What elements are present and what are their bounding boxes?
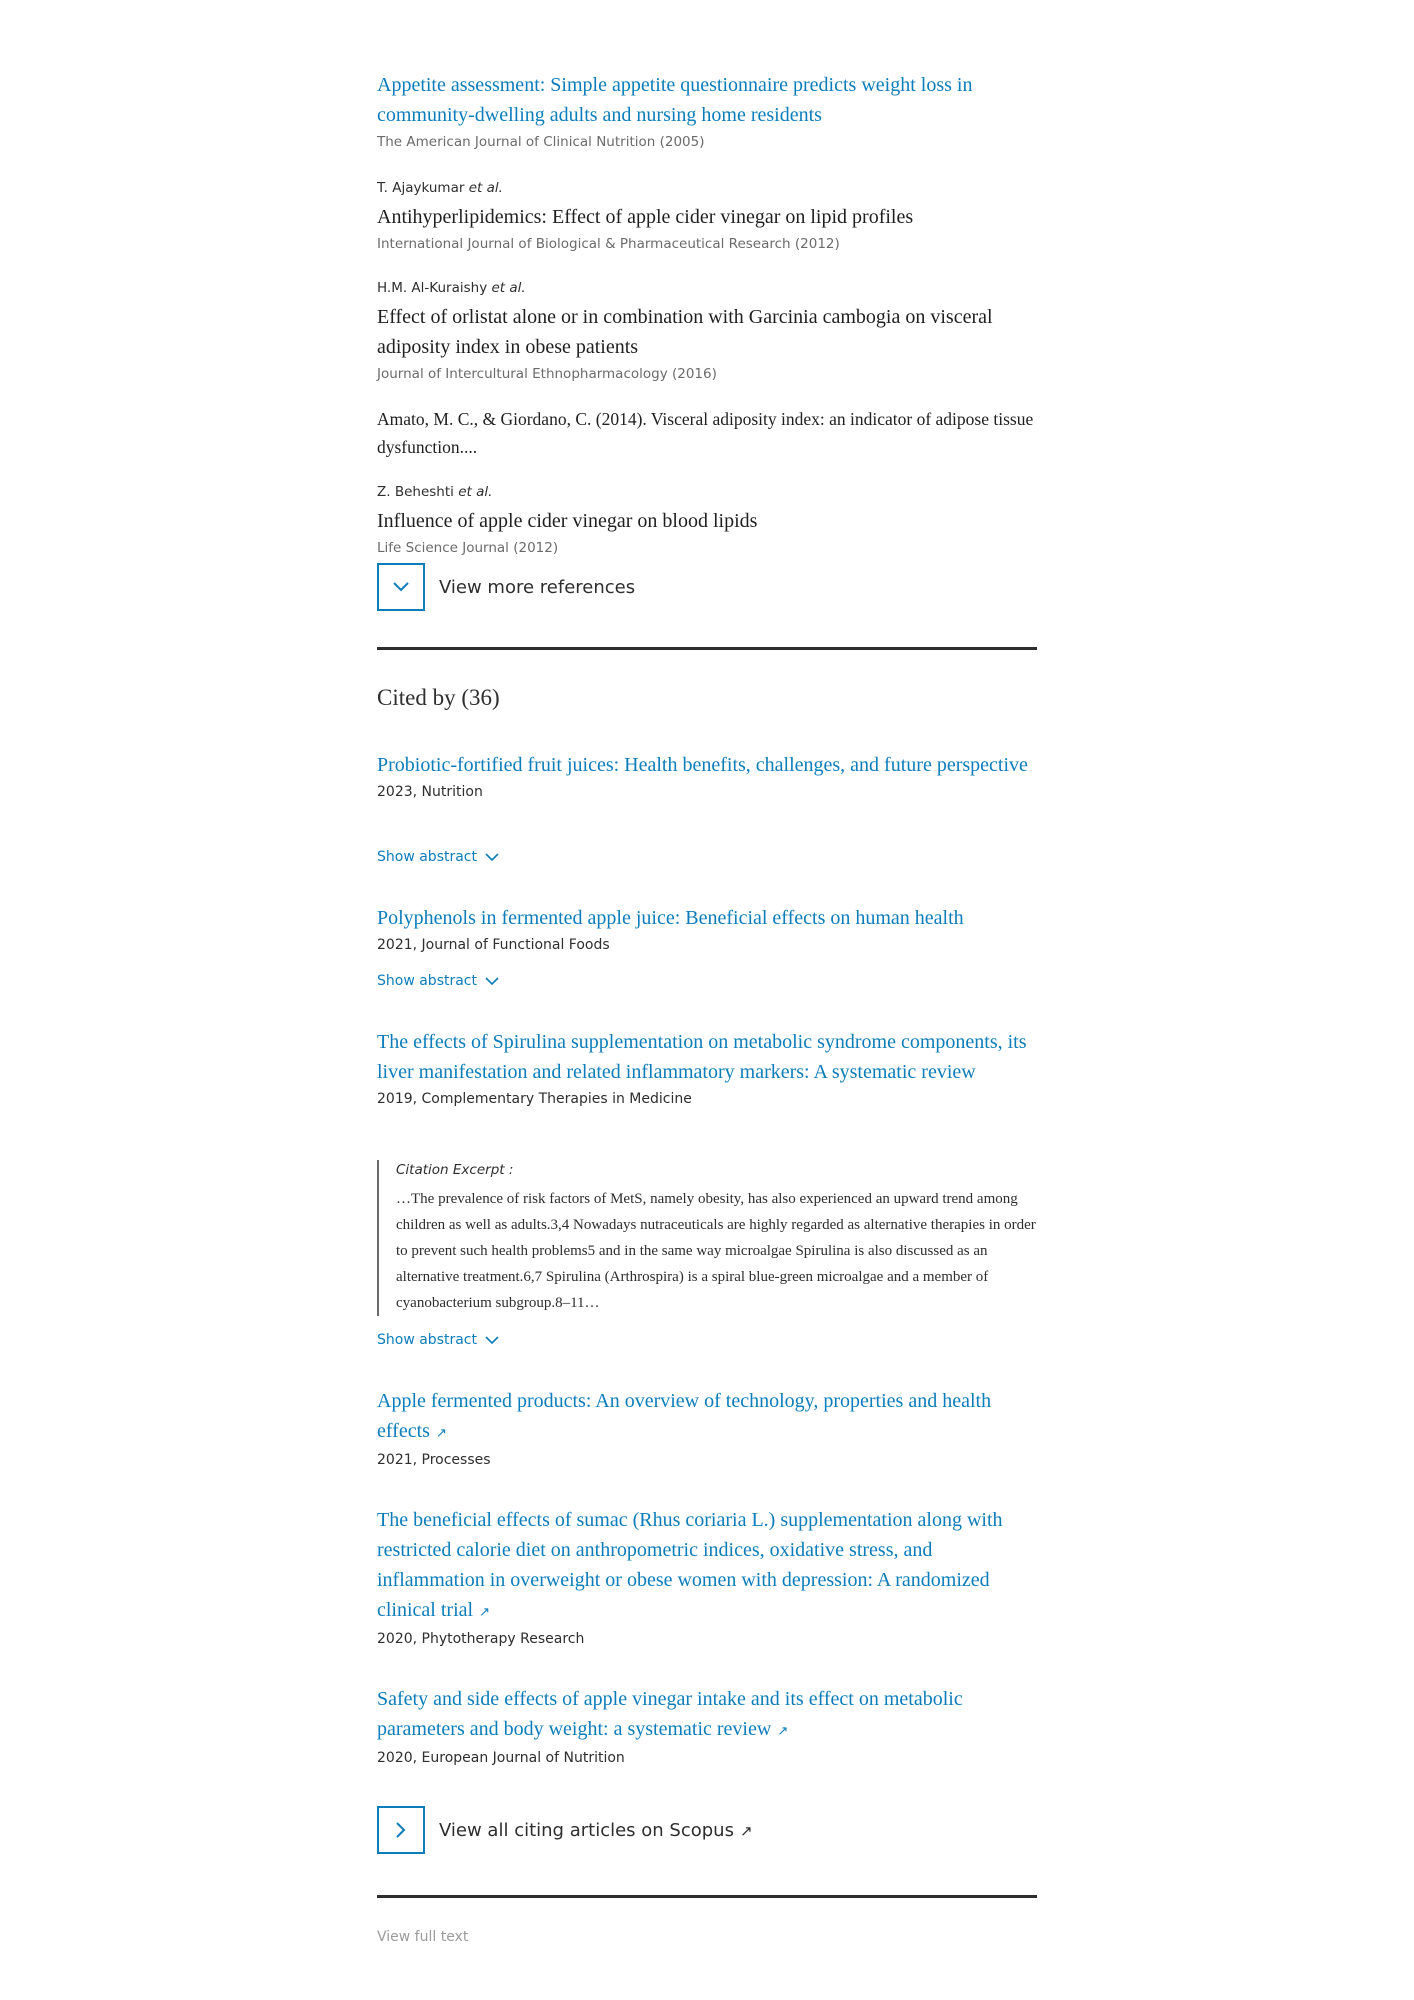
et-al: et al.: [491, 280, 526, 296]
chevron-down-icon: [485, 853, 499, 862]
reference-author: [377, 278, 1037, 298]
citing-article-title: Apple fermented products: An overview of technology, properties and health effects: [377, 1390, 992, 1442]
citing-article-title: The beneficial effects of sumac (Rhus coriaria L.) supplementation along with restricted calorie diet on anthropometric indices, oxidative stress, and inflammation in overweight or obese women with depression: A randomized clinical trial: [377, 1509, 1003, 1621]
external-link-icon: ↗: [479, 1604, 490, 1619]
citing-article-meta: 2020, Phytotherapy Research: [377, 1631, 585, 1647]
chevron-down-icon: [485, 1336, 499, 1345]
chevron-down-icon: [377, 563, 425, 611]
view-more-references-label: View more references: [439, 576, 636, 598]
view-full-text-link[interactable]: View full text: [377, 1929, 469, 1945]
external-link-icon: ↗: [739, 1821, 753, 1840]
show-abstract-label: Show abstract: [377, 849, 477, 865]
citing-article-meta: 2019, Complementary Therapies in Medicine: [377, 1091, 692, 1107]
view-more-references-button[interactable]: [377, 563, 635, 611]
citing-article: [377, 750, 1037, 802]
section-divider: [377, 1895, 1037, 1898]
citation-excerpt: [377, 1160, 1037, 1316]
author-name: H.M. Al-Kuraishy: [377, 280, 488, 296]
reference-source: The American Journal of Clinical Nutrition (2005): [377, 134, 705, 150]
show-abstract-label: Show abstract: [377, 973, 477, 989]
citation-excerpt-text: …The prevalence of risk factors of MetS, namely obesity, has also experienced an upward trend among children as well as adults.3,4 Nowadays nutraceuticals are highly regarded as alternative therapies in order to prevent such health problems5 and in the same way microalgae Spirulina is also discussed as an alternative treatment.6,7 Spirulina (Arthrospira) is a spiral blue-green microalgae and a member of cyanobacterium subgroup.8–11…: [396, 1191, 1036, 1311]
citation-excerpt-label: Citation Excerpt :: [396, 1162, 514, 1178]
show-abstract-toggle[interactable]: [377, 973, 499, 989]
external-link-icon: ↗: [435, 1425, 447, 1440]
citing-article: [377, 1386, 1037, 1470]
view-all-citing-articles-label: [439, 1820, 753, 1841]
citing-article-title-link[interactable]: The effects of Spirulina supplementation on metabolic syndrome components, its liver manifestation and related inflammatory markers: A systematic review: [377, 1031, 1027, 1083]
reference-item: [377, 178, 1037, 254]
view-all-citing-articles-text: View all citing articles on Scopus: [439, 1819, 734, 1841]
citing-article-title-link[interactable]: [377, 1390, 991, 1442]
section-divider: [377, 647, 1037, 650]
citing-article-title-link[interactable]: Probiotic-fortified fruit juices: Health benefits, challenges, and future perspective: [377, 754, 1028, 776]
citing-article-meta: 2021, Journal of Functional Foods: [377, 937, 610, 953]
citing-article-meta: 2021, Processes: [377, 1452, 491, 1468]
author-name: Z. Beheshti: [377, 484, 454, 500]
reference-item: [377, 405, 1037, 461]
reference-item: [377, 70, 1037, 152]
reference-title: Influence of apple cider vinegar on blood lipids: [377, 510, 758, 532]
author-name: T. Ajaykumar: [377, 180, 465, 196]
citing-article-meta: 2020, European Journal of Nutrition: [377, 1750, 625, 1766]
reference-item: [377, 278, 1037, 384]
reference-title: Antihyperlipidemics: Effect of apple cider vinegar on lipid profiles: [377, 206, 914, 228]
citing-article: [377, 1027, 1037, 1109]
et-al: et al.: [468, 180, 503, 196]
reference-source: International Journal of Biological & Pharmaceutical Research (2012): [377, 236, 840, 252]
citing-article-title-link[interactable]: Polyphenols in fermented apple juice: Beneficial effects on human health: [377, 907, 964, 929]
citing-article: [377, 1684, 1037, 1768]
citing-article-meta: 2023, Nutrition: [377, 784, 483, 800]
citing-article: [377, 1505, 1037, 1649]
reference-title: Effect of orlistat alone or in combination with Garcinia cambogia on visceral adiposity index in obese patients: [377, 306, 993, 358]
chevron-right-icon: [377, 1806, 425, 1854]
cited-by-heading: Cited by (36): [377, 685, 500, 710]
show-abstract-toggle[interactable]: [377, 1332, 499, 1348]
view-all-citing-articles-button[interactable]: [377, 1806, 753, 1854]
citing-article: [377, 903, 1037, 955]
reference-source: Life Science Journal (2012): [377, 540, 559, 556]
reference-plain-text: Amato, M. C., & Giordano, C. (2014). Visceral adiposity index: an indicator of adipose tissue dysfunction....: [377, 409, 1034, 457]
show-abstract-toggle[interactable]: [377, 849, 499, 865]
show-abstract-label: Show abstract: [377, 1332, 477, 1348]
reference-author: [377, 482, 1037, 502]
citing-article-title: Safety and side effects of apple vinegar intake and its effect on metabolic parameters and body weight: a systematic review: [377, 1688, 963, 1740]
external-link-icon: ↗: [777, 1723, 789, 1738]
citing-article-title-link[interactable]: [377, 1509, 1003, 1621]
reference-author: [377, 178, 1037, 198]
reference-source: Journal of Intercultural Ethnopharmacology (2016): [377, 366, 717, 382]
reference-title-link[interactable]: Appetite assessment: Simple appetite questionnaire predicts weight loss in community-dwelling adults and nursing home residents: [377, 74, 973, 126]
citing-article-title-link[interactable]: [377, 1688, 963, 1740]
chevron-down-icon: [485, 977, 499, 986]
reference-item: [377, 482, 1037, 558]
et-al: et al.: [458, 484, 493, 500]
